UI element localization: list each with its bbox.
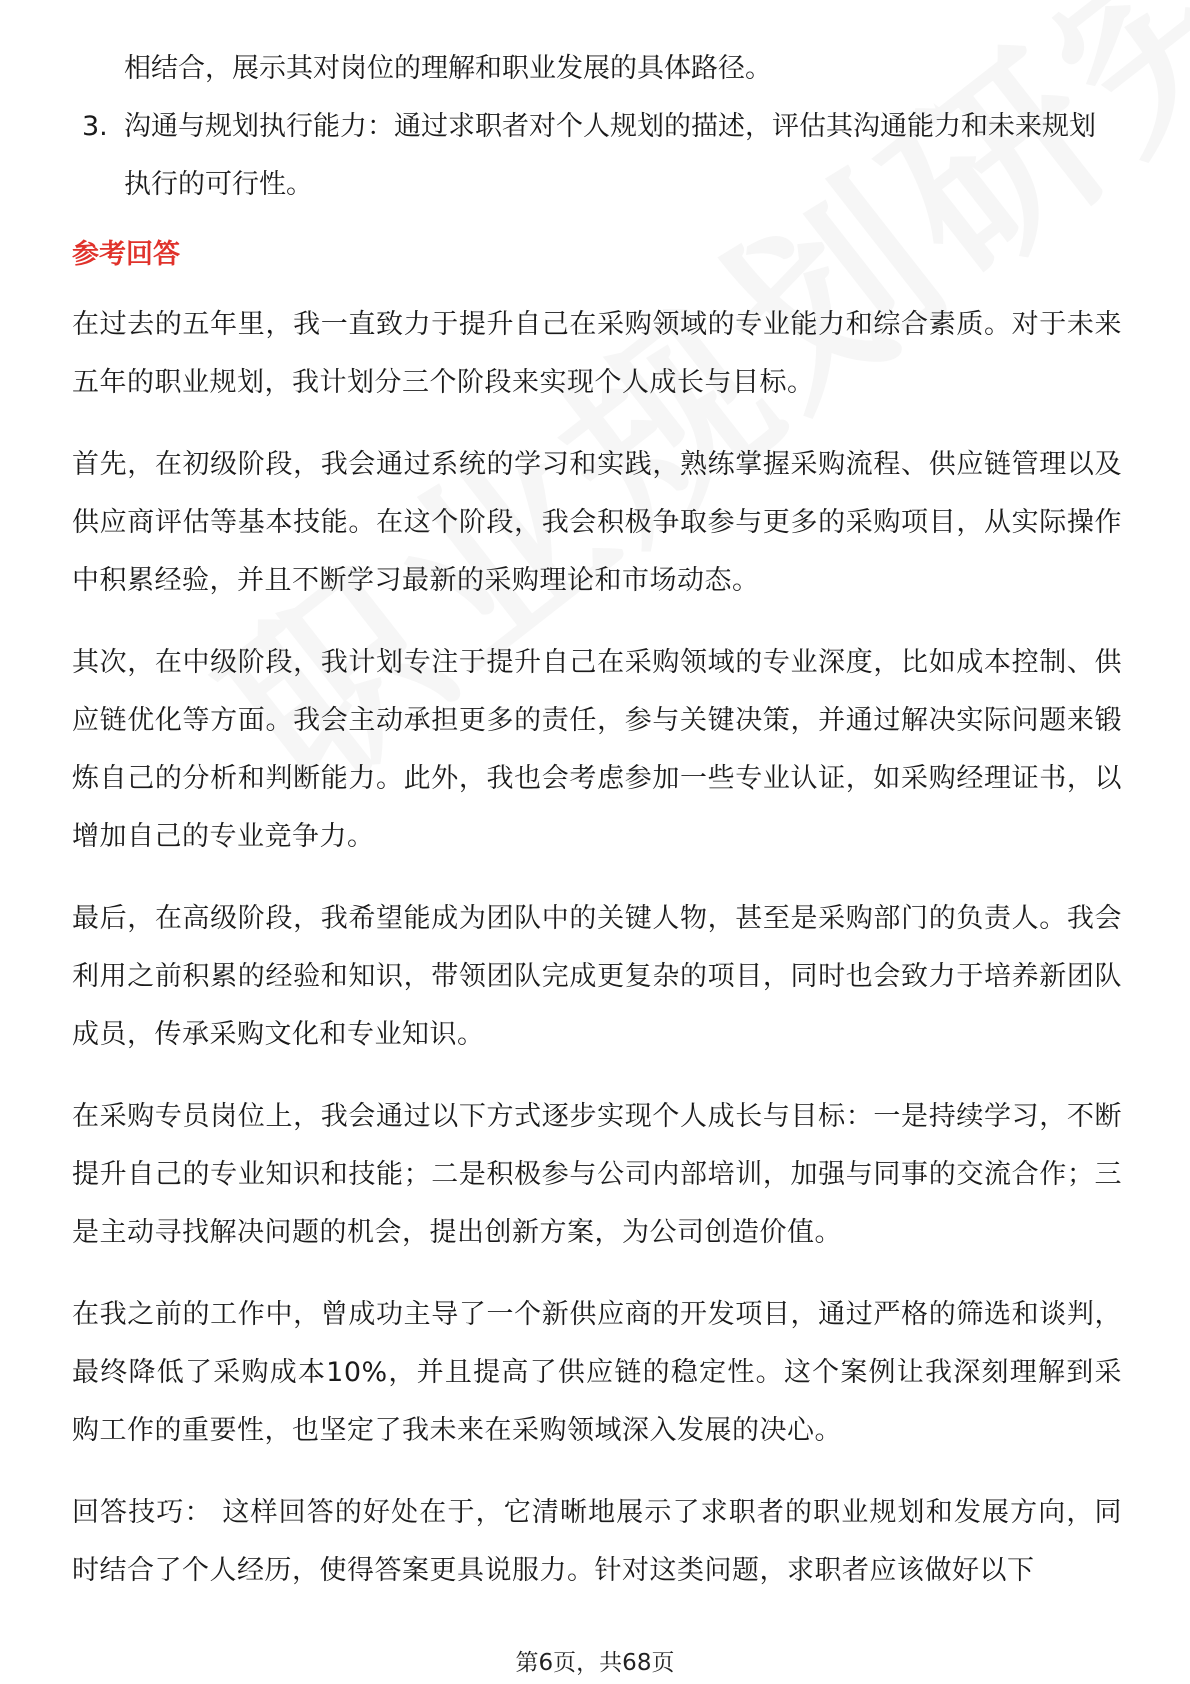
paragraph-intro: 在过去的五年里，我一直致力于提升自己在采购领域的专业能力和综合素质。对于未来五年的职业规划，我计划分三个阶段来实现个人成长与目标。 [72, 309, 1122, 398]
paragraph-final-stage: 最后，在高级阶段，我希望能成为团队中的关键人物，甚至是采购部门的负责人。我会利用之前积累的经验和知识，带领团队完成更复杂的项目，同时也会致力于培养新团队成员，传承采购文化和专业知识。 [72, 903, 1122, 1050]
paragraph-second-stage: 其次，在中级阶段，我计划专注于提升自己在采购领域的专业深度，比如成本控制、供应链优化等方面。我会主动承担更多的责任，参与关键决策，并通过解决实际问题来锻炼自己的分析和判断能力。此外，我也会考虑参加一些专业认证，如采购经理证书，以增加自己的专业竞争力。 [72, 647, 1122, 852]
paragraph-tips: 回答技巧： 这样回答的好处在于，它清晰地展示了求职者的职业规划和发展方向，同时结合了个人经历，使得答案更具说服力。针对这类问题，求职者应该做好以下 [72, 1497, 1122, 1586]
list-item [72, 98, 1122, 214]
paragraph-case: 在我之前的工作中，曾成功主导了一个新供应商的开发项目，通过严格的筛选和谈判，最终降低了采购成本10%，并且提高了供应链的稳定性。这个案例让我深刻理解到采购工作的重要性，也坚定了我未来在采购领域深入发展的决心。 [72, 1299, 1122, 1446]
list-item-text: 沟通与规划执行能力：通过求职者对个人规划的描述，评估其沟通能力和未来规划执行的可行性。 [124, 111, 1096, 200]
list-continuation: 相结合，展示其对岗位的理解和职业发展的具体路径。 [124, 53, 772, 84]
paragraph-first-stage: 首先，在初级阶段，我会通过系统的学习和实践，熟练掌握采购流程、供应链管理以及供应商评估等基本技能。在这个阶段，我会积极争取参与更多的采购项目，从实际操作中积累经验，并且不断学习最新的采购理论和市场动态。 [72, 449, 1122, 596]
paragraph-methods: 在采购专员岗位上，我会通过以下方式逐步实现个人成长与目标：一是持续学习，不断提升自己的专业知识和技能；二是积极参与公司内部培训，加强与同事的交流合作；三是主动寻找解决问题的机会，提出创新方案，为公司创造价值。 [72, 1101, 1122, 1248]
page-content [72, 40, 1122, 1624]
list-item-number: 3. [82, 111, 108, 142]
page-footer: 第6页，共68页 [515, 1650, 675, 1676]
section-title: 参考回答 [72, 239, 180, 270]
